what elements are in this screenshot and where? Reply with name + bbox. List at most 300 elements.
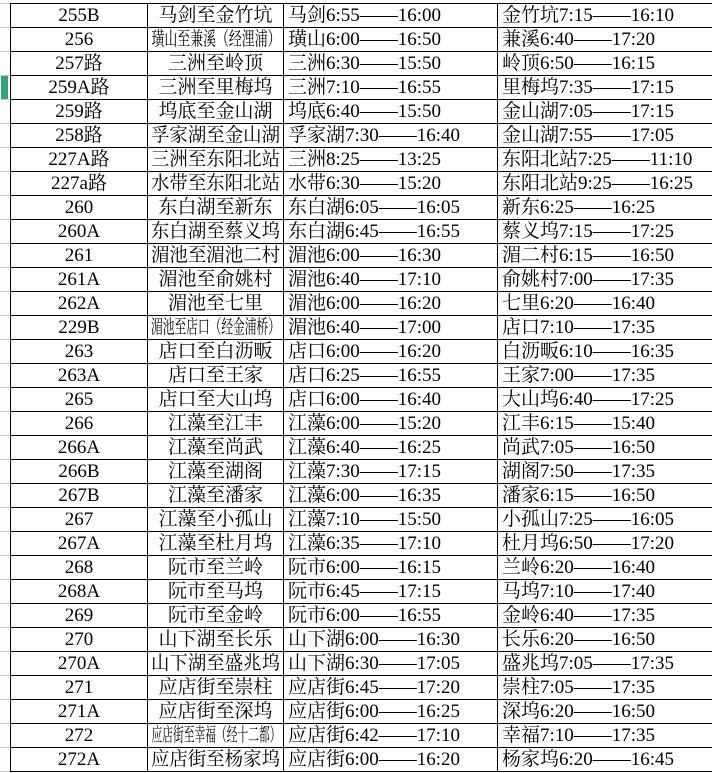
route-number-cell[interactable] [10,460,148,484]
selection-marker [1,652,8,675]
selection-marker [1,268,8,291]
route-name-cell[interactable] [148,28,284,52]
table-row [0,100,712,124]
selection-marker [1,364,8,387]
return-departure-label: 白沥畈6:10——16:35 [502,341,675,362]
route-number-label: 265 [64,389,94,410]
gutter-cell [0,436,10,460]
route-name-cell[interactable] [148,412,284,436]
route-name-label: 水带至东阳北站 [150,173,281,194]
return-departure-label: 里梅坞7:35——17:15 [502,77,675,98]
return-departure-cell[interactable] [498,196,712,220]
return-departure-cell[interactable] [498,4,712,28]
origin-departure-cell[interactable] [284,628,498,652]
origin-departure-cell[interactable] [284,364,498,388]
return-departure-cell[interactable] [498,436,712,460]
return-departure-label: 大山坞6:40——17:25 [502,389,675,410]
route-name-label: 孚家湖至金山湖 [150,125,281,146]
gutter-cell [0,292,10,316]
route-number-cell[interactable] [10,700,148,724]
return-departure-label: 小孤山7:25——16:05 [502,509,675,530]
selection-marker [1,220,8,243]
gutter-cell [0,28,10,52]
route-number-label: 261 [64,245,94,266]
route-name-cell[interactable] [148,172,284,196]
origin-departure-cell[interactable] [284,580,498,604]
origin-departure-cell[interactable] [284,724,498,748]
gutter-cell [0,652,10,676]
return-departure-label: 七里6:20——16:40 [502,293,656,314]
route-number-label: 266B [58,461,100,482]
origin-departure-label: 山下湖6:00——16:30 [288,629,461,650]
route-number-label: 270A [57,653,101,674]
route-name-label: 江藻至小孤山 [158,509,273,530]
table-row [0,412,712,436]
route-number-cell[interactable] [10,748,148,772]
route-number-cell[interactable] [10,52,148,76]
table-row [0,700,712,724]
table-row [0,388,712,412]
table-row [0,28,712,52]
route-number-cell[interactable] [10,388,148,412]
origin-departure-cell[interactable] [284,148,498,172]
route-name-cell[interactable] [148,700,284,724]
origin-departure-cell[interactable] [284,532,498,556]
origin-departure-label: 应店街6:42——17:10 [288,725,461,746]
return-departure-cell[interactable] [498,316,712,340]
route-name-cell[interactable] [148,724,284,748]
table-row [0,676,712,700]
origin-departure-cell[interactable] [284,412,498,436]
schedule-table-rows [0,4,712,772]
route-name-label: 应店街至深坞 [158,701,273,722]
origin-departure-label: 阮市6:00——16:15 [288,557,442,578]
selection-marker [1,508,8,531]
gutter-cell [0,556,10,580]
selection-marker [1,28,8,51]
return-departure-label: 金山湖7:55——17:05 [502,125,675,146]
route-number-cell[interactable] [10,604,148,628]
route-number-cell[interactable] [10,340,148,364]
return-departure-label: 长乐6:20——16:50 [502,629,656,650]
route-name-label: 山下湖至长乐 [158,629,273,650]
route-name-label: 三洲至东阳北站 [150,149,281,170]
route-name-cell[interactable] [148,652,284,676]
route-name-label: 湄池至店口（经金浦桥） [151,317,280,338]
route-number-cell[interactable] [10,484,148,508]
origin-departure-cell[interactable] [284,460,498,484]
route-name-label: 坞底至金山湖 [158,101,273,122]
selection-marker [1,436,8,459]
route-name-label: 湄池至七里 [167,293,263,314]
route-number-label: 267B [58,485,100,506]
origin-departure-label: 应店街6:00——16:25 [288,701,461,722]
origin-departure-cell[interactable] [284,556,498,580]
origin-departure-cell[interactable] [284,316,498,340]
selection-marker [1,196,8,219]
origin-departure-cell[interactable] [284,172,498,196]
route-name-cell[interactable] [148,508,284,532]
origin-departure-cell[interactable] [284,484,498,508]
return-departure-cell[interactable] [498,700,712,724]
route-number-label: 266 [64,413,94,434]
route-name-label: 江藻至潘家 [167,485,263,506]
origin-departure-label: 应店街6:00——16:20 [288,749,461,770]
route-name-label: 阮市至马坞 [167,581,263,602]
route-name-cell[interactable] [148,532,284,556]
route-name-cell[interactable] [148,220,284,244]
origin-departure-cell[interactable] [284,4,498,28]
route-name-cell[interactable] [148,52,284,76]
route-number-label: 272A [57,749,101,770]
table-row [0,268,712,292]
route-number-cell[interactable] [10,628,148,652]
route-number-label: 271A [57,701,101,722]
return-departure-label: 东阳北站9:25——16:25 [502,173,694,194]
route-name-cell[interactable] [148,676,284,700]
route-number-label: 255B [58,5,100,26]
origin-departure-label: 三洲7:10——16:55 [288,77,442,98]
gutter-cell [0,196,10,220]
origin-departure-label: 江藻7:30——17:15 [288,461,442,482]
origin-departure-cell[interactable] [284,700,498,724]
return-departure-cell[interactable] [498,76,712,100]
origin-departure-cell[interactable] [284,676,498,700]
table-row [0,220,712,244]
route-name-label: 店口至王家 [167,365,263,386]
route-name-label: 阮市至兰岭 [167,557,263,578]
table-row [0,628,712,652]
return-departure-cell[interactable] [498,412,712,436]
route-number-cell[interactable] [10,436,148,460]
table-row [0,724,712,748]
return-departure-cell[interactable] [498,388,712,412]
origin-departure-cell[interactable] [284,292,498,316]
selection-marker [1,148,8,171]
table-row [0,652,712,676]
return-departure-label: 湖阁7:50——17:35 [502,461,656,482]
return-departure-cell[interactable] [498,148,712,172]
origin-departure-cell[interactable] [284,508,498,532]
origin-departure-cell[interactable] [284,268,498,292]
origin-departure-cell[interactable] [284,340,498,364]
return-departure-cell[interactable] [498,172,712,196]
origin-departure-cell[interactable] [284,52,498,76]
table-row [0,196,712,220]
origin-departure-label: 江藻6:00——15:20 [288,413,442,434]
origin-departure-label: 阮市6:45——17:15 [288,581,442,602]
route-number-cell[interactable] [10,268,148,292]
route-name-label: 应店街至杨家坞 [150,749,281,770]
route-name-label: 山下湖至盛兆坞 [150,653,281,674]
route-name-label: 江藻至尚武 [167,437,263,458]
gutter-cell [0,604,10,628]
origin-departure-label: 坞底6:40——15:50 [288,101,442,122]
route-name-label: 应店街至崇柱 [158,677,273,698]
return-departure-cell[interactable] [498,268,712,292]
return-departure-cell[interactable] [498,532,712,556]
route-number-cell[interactable] [10,100,148,124]
route-name-label: 三洲至里梅坞 [158,77,273,98]
table-row [0,244,712,268]
gutter-cell [0,508,10,532]
return-departure-cell[interactable] [498,676,712,700]
route-number-cell[interactable] [10,244,148,268]
route-name-label: 江藻至杜月坞 [158,533,273,554]
route-number-cell[interactable] [10,316,148,340]
route-number-cell[interactable] [10,556,148,580]
return-departure-label: 潘家6:15——16:50 [502,485,656,506]
gutter-cell [0,388,10,412]
gutter-cell [0,172,10,196]
return-departure-label: 金岭6:40——17:35 [502,605,656,626]
origin-departure-label: 璜山6:00——16:50 [288,29,442,50]
route-name-label: 阮市至金岭 [167,605,263,626]
selection-marker [1,628,8,651]
route-name-cell[interactable] [148,748,284,772]
route-number-cell[interactable] [10,580,148,604]
route-name-label: 应店街至幸福（经十二都） [150,725,281,746]
return-departure-label: 崇柱7:05——17:35 [502,677,656,698]
route-name-cell[interactable] [148,76,284,100]
route-name-cell[interactable] [148,460,284,484]
return-departure-cell[interactable] [498,100,712,124]
origin-departure-cell[interactable] [284,436,498,460]
route-name-cell[interactable] [148,268,284,292]
table-row [0,124,712,148]
route-number-label: 259路 [55,101,103,122]
return-departure-label: 蔡义坞7:15——17:25 [502,221,675,242]
route-number-label: 260 [64,197,94,218]
origin-departure-label: 水带6:30——15:20 [288,173,442,194]
route-number-cell[interactable] [10,412,148,436]
selection-marker [1,604,8,627]
origin-departure-label: 三洲8:25——13:25 [288,149,442,170]
route-name-label: 湄池至湄池二村 [150,245,281,266]
route-name-label: 湄池至俞姚村 [158,269,273,290]
selection-marker [1,724,8,747]
route-name-cell[interactable] [148,628,284,652]
route-number-label: 267A [57,533,101,554]
route-number-cell[interactable] [10,676,148,700]
table-row [0,4,712,28]
origin-departure-cell[interactable] [284,76,498,100]
return-departure-cell[interactable] [498,292,712,316]
selection-marker [1,676,8,699]
return-departure-cell[interactable] [498,28,712,52]
selection-marker [1,460,8,483]
route-number-cell[interactable] [10,4,148,28]
route-number-cell[interactable] [10,724,148,748]
route-name-cell[interactable] [148,316,284,340]
origin-departure-label: 孚家湖7:30——16:40 [288,125,461,146]
route-number-label: 266A [57,437,101,458]
gutter-cell [0,580,10,604]
return-departure-label: 店口7:10——17:35 [502,317,656,338]
route-name-cell[interactable] [148,364,284,388]
route-name-cell[interactable] [148,556,284,580]
route-number-label: 267 [64,509,94,530]
return-departure-cell[interactable] [498,748,712,772]
route-number-label: 256 [64,29,94,50]
origin-departure-label: 应店街6:45——17:20 [288,677,461,698]
route-name-cell[interactable] [148,580,284,604]
return-departure-label: 王家7:00——17:35 [502,365,656,386]
table-row [0,340,712,364]
return-departure-label: 马坞7:10——17:40 [502,581,656,602]
return-departure-cell[interactable] [498,724,712,748]
route-name-cell[interactable] [148,196,284,220]
route-number-cell[interactable] [10,148,148,172]
route-number-cell[interactable] [10,532,148,556]
route-number-label: 269 [64,605,94,626]
origin-departure-label: 湄池6:40——17:00 [288,317,442,338]
return-departure-cell[interactable] [498,484,712,508]
return-departure-cell[interactable] [498,340,712,364]
selection-marker [1,556,8,579]
gutter-cell [0,676,10,700]
table-row [0,508,712,532]
route-name-cell[interactable] [148,4,284,28]
route-name-cell[interactable] [148,148,284,172]
return-departure-label: 杨家坞6:20——16:45 [502,749,675,770]
origin-departure-label: 江藻6:40——16:25 [288,437,442,458]
gutter-cell [0,148,10,172]
selection-marker [1,532,8,555]
gutter-cell [0,316,10,340]
origin-departure-cell[interactable] [284,388,498,412]
route-number-cell[interactable] [10,652,148,676]
route-number-label: 259A路 [48,77,110,98]
table-row [0,148,712,172]
route-number-label: 260A [57,221,101,242]
origin-departure-cell[interactable] [284,28,498,52]
route-number-label: 270 [64,629,94,650]
origin-departure-cell[interactable] [284,748,498,772]
origin-departure-label: 湄池6:40——17:10 [288,269,442,290]
origin-departure-cell[interactable] [284,652,498,676]
route-name-cell[interactable] [148,436,284,460]
route-number-cell[interactable] [10,76,148,100]
route-name-cell[interactable] [148,388,284,412]
gutter-cell [0,268,10,292]
origin-departure-label: 江藻6:35——17:10 [288,533,442,554]
route-number-label: 227A路 [48,149,110,170]
route-number-cell[interactable] [10,220,148,244]
route-name-cell[interactable] [148,292,284,316]
table-row [0,604,712,628]
route-name-cell[interactable] [148,484,284,508]
return-departure-label: 金山湖7:05——17:15 [502,101,675,122]
return-departure-cell[interactable] [498,220,712,244]
route-name-cell[interactable] [148,340,284,364]
gutter-cell [0,124,10,148]
origin-departure-label: 山下湖6:30——17:05 [288,653,461,674]
route-name-label: 店口至白沥畈 [158,341,273,362]
return-departure-label: 兼溪6:40——17:20 [502,29,656,50]
selection-marker [1,292,8,315]
origin-departure-label: 江藻6:00——16:35 [288,485,442,506]
route-number-cell[interactable] [10,172,148,196]
selection-marker [1,388,8,411]
origin-departure-cell[interactable] [284,196,498,220]
return-departure-cell[interactable] [498,244,712,268]
origin-departure-label: 东白湖6:45——16:55 [288,221,461,242]
return-departure-cell[interactable] [498,124,712,148]
route-number-label: 271 [64,677,94,698]
return-departure-cell[interactable] [498,364,712,388]
origin-departure-cell[interactable] [284,100,498,124]
return-departure-cell[interactable] [498,604,712,628]
route-name-cell[interactable] [148,244,284,268]
origin-departure-cell[interactable] [284,244,498,268]
table-row [0,52,712,76]
return-departure-cell[interactable] [498,556,712,580]
route-number-cell[interactable] [10,196,148,220]
route-number-cell[interactable] [10,124,148,148]
route-number-cell[interactable] [10,28,148,52]
table-row [0,556,712,580]
route-name-cell[interactable] [148,100,284,124]
gutter-cell [0,412,10,436]
selection-marker [1,484,8,507]
origin-departure-label: 三洲6:30——15:50 [288,53,442,74]
return-departure-cell[interactable] [498,628,712,652]
return-departure-label: 金竹坑7:15——16:10 [502,5,675,26]
table-row [0,532,712,556]
selection-marker [1,76,8,99]
route-name-cell[interactable] [148,124,284,148]
return-departure-cell[interactable] [498,508,712,532]
table-row [0,172,712,196]
origin-departure-cell[interactable] [284,604,498,628]
route-number-label: 272 [64,725,94,746]
return-departure-label: 兰岭6:20——16:40 [502,557,656,578]
origin-departure-label: 江藻7:10——15:50 [288,509,442,530]
return-departure-label: 幸福7:10——17:35 [502,725,656,746]
origin-departure-label: 湄池6:00——16:30 [288,245,442,266]
return-departure-label: 东阳北站7:25——11:10 [502,149,693,170]
return-departure-cell[interactable] [498,580,712,604]
return-departure-label: 江丰6:15——15:40 [502,413,656,434]
origin-departure-cell[interactable] [284,124,498,148]
return-departure-label: 杜月坞6:50——17:20 [502,533,675,554]
origin-departure-cell[interactable] [284,220,498,244]
gutter-cell [0,364,10,388]
origin-departure-label: 店口6:00——16:40 [288,389,442,410]
route-number-cell[interactable] [10,508,148,532]
route-number-cell[interactable] [10,364,148,388]
selection-marker [1,340,8,363]
route-number-label: 268 [64,557,94,578]
return-departure-cell[interactable] [498,460,712,484]
return-departure-cell[interactable] [498,652,712,676]
return-departure-cell[interactable] [498,52,712,76]
route-name-cell[interactable] [148,604,284,628]
gutter-cell [0,532,10,556]
table-row [0,436,712,460]
table-row [0,364,712,388]
return-departure-label: 岭顶6:50——16:15 [502,53,656,74]
route-number-label: 257路 [55,53,103,74]
selection-marker [1,4,8,27]
route-number-cell[interactable] [10,292,148,316]
selection-marker [1,748,8,771]
route-name-label: 马剑至金竹坑 [158,5,273,26]
gutter-cell [0,460,10,484]
route-number-label: 229B [58,317,100,338]
route-number-label: 261A [57,269,101,290]
